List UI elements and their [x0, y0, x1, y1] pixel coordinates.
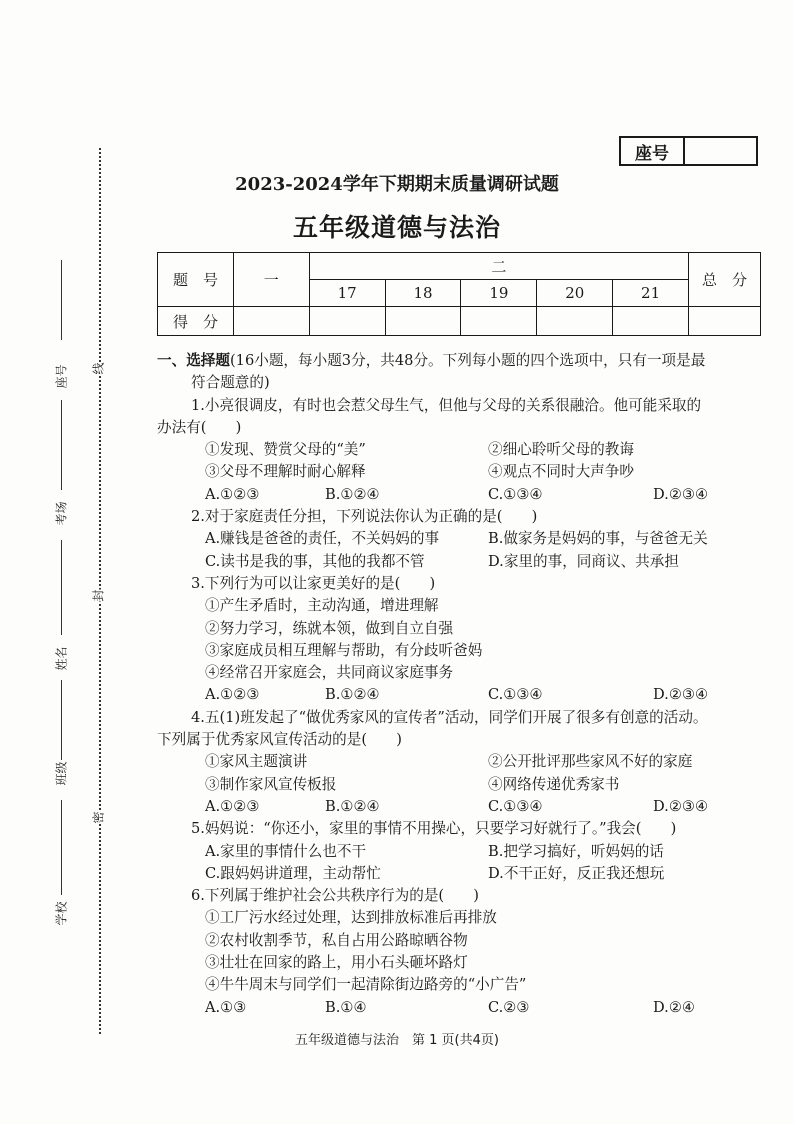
margin-seat-label: 座号	[54, 364, 69, 389]
part-two-header: 二	[309, 253, 688, 280]
total-score-header: 总 分	[689, 253, 761, 307]
statement-row	[157, 461, 762, 483]
score-cell[interactable]	[309, 307, 385, 336]
margin-exam-room-label: 考场	[54, 501, 69, 526]
exam-room-fill-line	[61, 400, 62, 490]
statement-item: ④观点不同时大声争吵	[488, 463, 634, 481]
choice-row	[157, 863, 762, 885]
choice-d[interactable]: D.家里的事，同商议、共承担	[488, 552, 679, 570]
choice-c[interactable]: C.跟妈妈讲道理，主动帮忙	[205, 864, 381, 882]
choice-c[interactable]: C.读书是我的事，其他的我都不管	[205, 552, 425, 570]
question-section	[157, 350, 762, 1019]
statement-item: ②努力学习，练就本领，做到自立自强	[205, 619, 454, 637]
margin-school-label: 学校	[54, 901, 69, 926]
choice-row	[157, 684, 762, 706]
choice-a[interactable]: A.①②③	[205, 797, 260, 815]
question-number-header: 题 号	[158, 253, 234, 307]
sub-question-number: 17	[309, 280, 385, 307]
choice-a[interactable]: A.①③	[205, 998, 247, 1016]
class-fill-line	[61, 680, 62, 760]
margin-class-label: 班级	[54, 761, 69, 786]
question-stem: 3.下列行为可以让家更美好的是( )	[191, 574, 436, 592]
choice-c[interactable]: C.①③④	[488, 686, 543, 704]
page-footer: 五年级道德与法治 第 1 页(共4页)	[295, 1033, 499, 1048]
choice-a[interactable]: A.①②③	[205, 686, 260, 704]
seal-char-mi: 密	[88, 811, 109, 823]
score-cell[interactable]	[689, 307, 761, 336]
statement-item: ④网络传递优秀家书	[488, 775, 620, 793]
choice-b[interactable]: B.①②④	[325, 686, 380, 704]
choice-row	[157, 484, 762, 506]
margin-name-label: 姓名	[54, 646, 69, 671]
section-heading: 一、选择题	[157, 352, 230, 369]
seat-number-label: 座号	[621, 138, 685, 164]
choice-a[interactable]: A.①②③	[205, 485, 260, 503]
statement-item: ③壮壮在回家的路上，用小石头砸坏路灯	[205, 954, 468, 972]
question-stem: 6.下列属于维护社会公共秩序行为的是( )	[191, 887, 480, 905]
choice-row	[157, 528, 762, 550]
seat-fill-line	[61, 260, 62, 340]
exam-title: 2023-2024学年下期期末质量调研试题	[235, 174, 559, 195]
score-table	[157, 252, 761, 336]
question-stem-cont: 办法有( )	[157, 418, 242, 436]
choice-row	[157, 841, 762, 863]
choice-d[interactable]: D.不干正好，反正我还想玩	[488, 864, 665, 882]
seal-char-feng: 封	[88, 589, 109, 601]
seat-number-box	[619, 136, 758, 166]
seal-char-line: 线	[88, 362, 109, 374]
choice-b[interactable]: B.把学习搞好，听妈妈的话	[488, 842, 664, 860]
statement-item: ③父母不理解时耐心解释	[205, 463, 366, 481]
choice-b[interactable]: B.①②④	[325, 485, 380, 503]
score-cell[interactable]	[613, 307, 689, 336]
choice-c[interactable]: C.①③④	[488, 485, 543, 503]
part-one-header: 一	[233, 253, 309, 307]
choice-c[interactable]: C.①③④	[488, 797, 543, 815]
statement-row	[157, 774, 762, 796]
section-intro: 一、选择题(16小题，每小题3分，共48分。下列每小题的四个选项中，只有一项是最	[157, 352, 706, 369]
sub-question-number: 18	[385, 280, 461, 307]
statement-item: ①产生矛盾时，主动沟通，增进理解	[205, 597, 439, 615]
statement-row	[157, 751, 762, 773]
choice-a[interactable]: A.赚钱是爸爸的责任，不关妈妈的事	[205, 530, 440, 548]
question-stem: 1.小亮很调皮，有时也会惹父母生气，但他与父母的关系很融洽。他可能采取的	[191, 396, 702, 414]
choice-row	[157, 796, 762, 818]
section-intro-cont: 符合题意的)	[191, 374, 270, 392]
sub-question-number: 19	[461, 280, 537, 307]
statement-item: ③制作家风宣传板报	[205, 775, 337, 793]
choice-a[interactable]: A.家里的事情什么也不干	[205, 842, 367, 860]
question-stem: 5.妈妈说：“你还小，家里的事情不用操心，只要学习好就行了。”我会( )	[191, 820, 677, 838]
choice-d[interactable]: D.②③④	[653, 686, 709, 704]
statement-item: ①工厂污水经过处理，达到排放标准后再排放	[205, 909, 497, 927]
statement-item: ②农村收割季节，私自占用公路晾晒谷物	[205, 931, 468, 949]
choice-row	[157, 997, 762, 1019]
statement-item: ③家庭成员相互理解与帮助，有分歧听爸妈	[205, 641, 483, 659]
statement-item: ②公开批评那些家风不好的家庭	[488, 753, 693, 771]
school-fill-line	[61, 800, 62, 895]
choice-b[interactable]: B.①②④	[325, 797, 380, 815]
name-fill-line	[61, 540, 62, 635]
question-stem: 4.五(1)班发起了“做优秀家风的宣传者”活动，同学们开展了很多有创意的活动。	[191, 708, 708, 726]
sub-question-number: 20	[537, 280, 613, 307]
choice-b[interactable]: B.做家务是妈妈的事，与爸爸无关	[488, 530, 708, 548]
score-cell[interactable]	[537, 307, 613, 336]
score-cell[interactable]	[233, 307, 309, 336]
choice-d[interactable]: D.②④	[653, 998, 695, 1016]
statement-item: ④经常召开家庭会，共同商议家庭事务	[205, 664, 454, 682]
choice-row	[157, 551, 762, 573]
score-cell[interactable]	[461, 307, 537, 336]
score-row-label: 得 分	[158, 307, 234, 336]
choice-d[interactable]: D.②③④	[653, 797, 709, 815]
question-stem: 2.对于家庭责任分担，下列说法你认为正确的是( )	[191, 508, 538, 526]
score-cell[interactable]	[385, 307, 461, 336]
statement-item: ①发现、赞赏父母的“美”	[205, 441, 366, 459]
choice-d[interactable]: D.②③④	[653, 485, 709, 503]
choice-c[interactable]: C.②③	[488, 998, 530, 1016]
sub-question-number: 21	[613, 280, 689, 307]
statement-item: ①家风主题演讲	[205, 753, 308, 771]
statement-row	[157, 439, 762, 461]
subject-title: 五年级道德与法治	[292, 213, 501, 242]
choice-b[interactable]: B.①④	[325, 998, 367, 1016]
statement-item: ②细心聆听父母的教诲	[488, 441, 634, 459]
seat-number-blank[interactable]	[685, 138, 756, 164]
statement-item: ④牛牛周末与同学们一起清除街边路旁的“小广告”	[205, 976, 527, 994]
question-stem-cont: 下列属于优秀家风宣传活动的是( )	[157, 731, 402, 749]
